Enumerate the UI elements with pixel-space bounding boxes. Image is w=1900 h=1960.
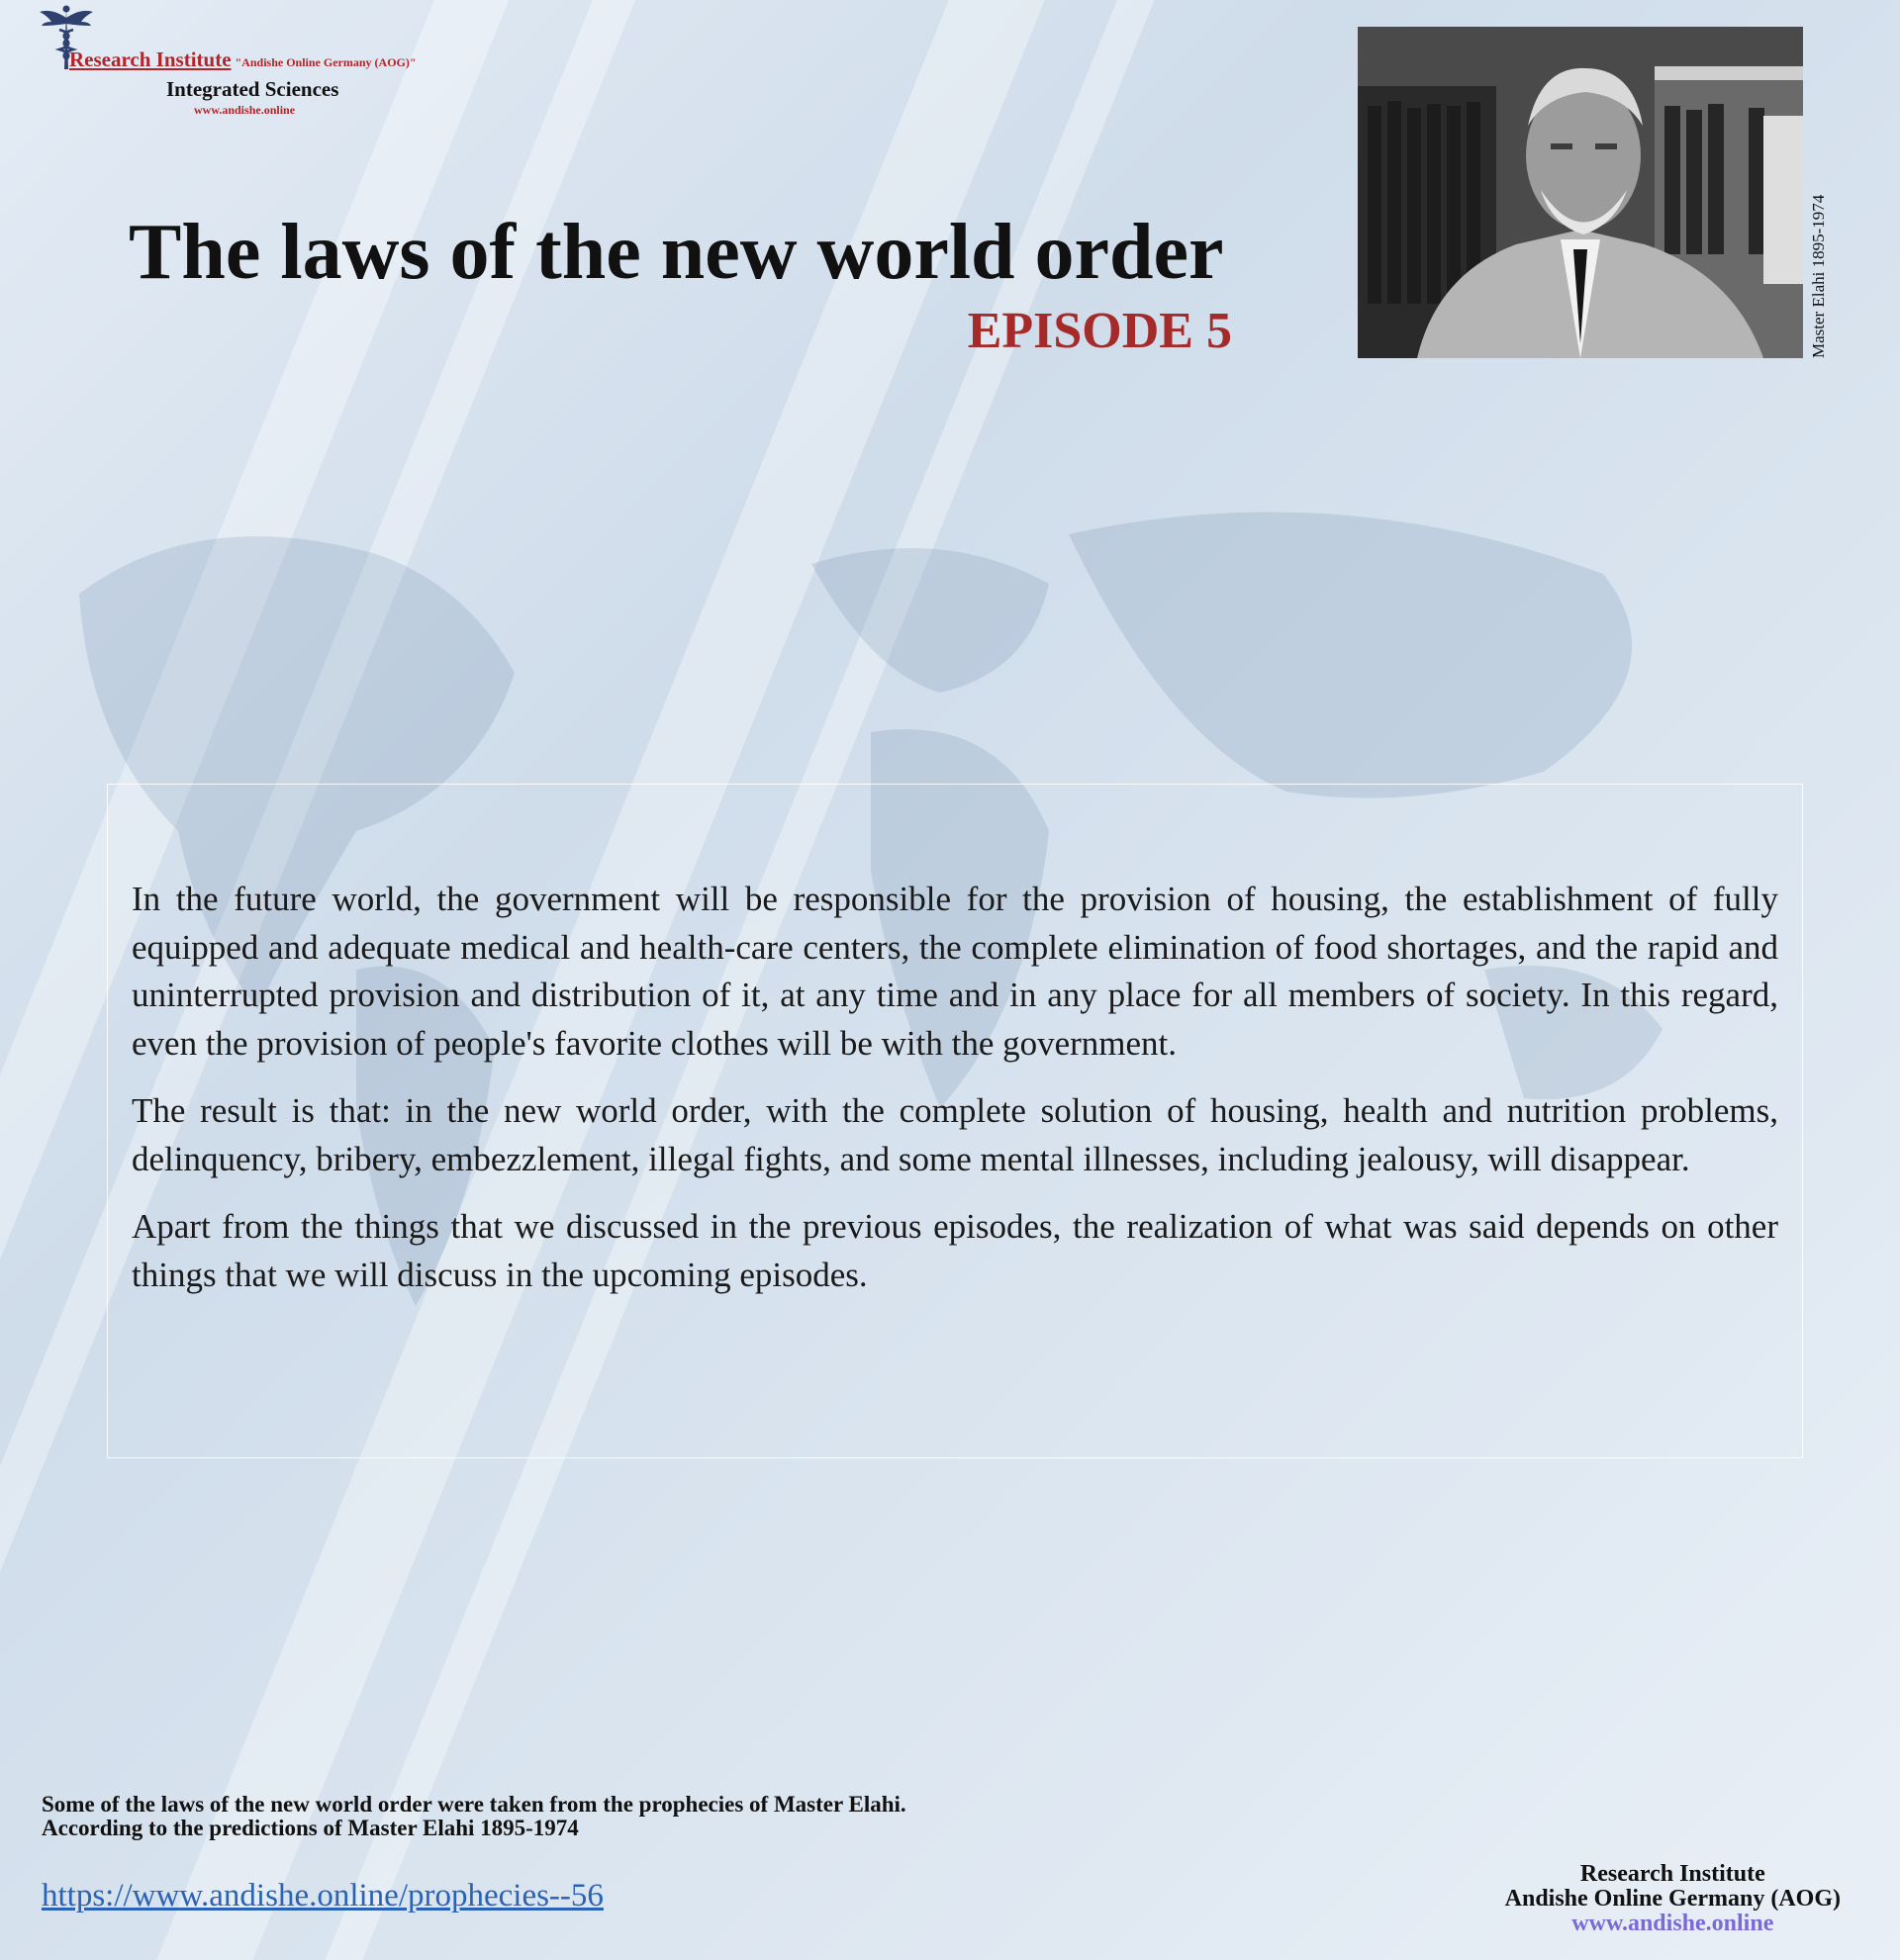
footer-url[interactable]: www.andishe.online bbox=[1571, 1911, 1774, 1936]
institute-logo bbox=[38, 4, 493, 117]
source-note-line: Some of the laws of the new world order were taken from the prophecies of Master Elahi. bbox=[42, 1792, 906, 1817]
prophecies-link[interactable]: https://www.andishe.online/prophecies--56 bbox=[42, 1878, 604, 1913]
logo-subtitle: Integrated Sciences bbox=[166, 77, 339, 101]
paragraph: Apart from the things that we discussed in the previous episodes, the realization of what was said depends on other things that we will discuss in the upcoming episodes. bbox=[132, 1207, 1778, 1294]
logo-title-text: Research Institute bbox=[69, 47, 232, 71]
page-title: The laws of the new world order bbox=[129, 209, 1224, 296]
source-note-line: According to the predictions of Master Elahi 1895-1974 bbox=[42, 1816, 579, 1840]
content-box bbox=[107, 784, 1803, 1458]
portrait-image bbox=[1358, 27, 1803, 358]
footer-line: Andishe Online Germany (AOG) bbox=[1504, 1886, 1841, 1912]
paragraph: In the future world, the government will be responsible for the provision of housing, the establishment of fully equipped and adequate medical and health-care centers, the complete elimination of food shortages, and the rapid and uninterrupted provision and distribution of it, at any time and in any place for all members of society. In this regard, even the provision of people's favorite clothes will be with the government. bbox=[132, 880, 1778, 1063]
logo-url: www.andishe.online bbox=[194, 103, 296, 117]
footer-credit bbox=[1505, 1862, 1841, 1936]
logo-title bbox=[69, 47, 417, 72]
portrait-caption: Master Elahi 1895-1974 bbox=[1809, 194, 1828, 358]
paragraph: The result is that: in the new world order, with the complete solution of housing, health and nutrition problems, delinquency, bribery, embezzlement, illegal fights, and some mental illnesses, including jealousy, will disappear. bbox=[132, 1091, 1778, 1178]
source-note bbox=[42, 1793, 906, 1840]
logo-title-suffix: "Andishe Online Germany (AOG)" bbox=[235, 55, 417, 69]
episode-label: EPISODE 5 bbox=[967, 303, 1232, 359]
footer-line: Research Institute bbox=[1579, 1861, 1765, 1887]
portrait-photo bbox=[1358, 27, 1803, 358]
